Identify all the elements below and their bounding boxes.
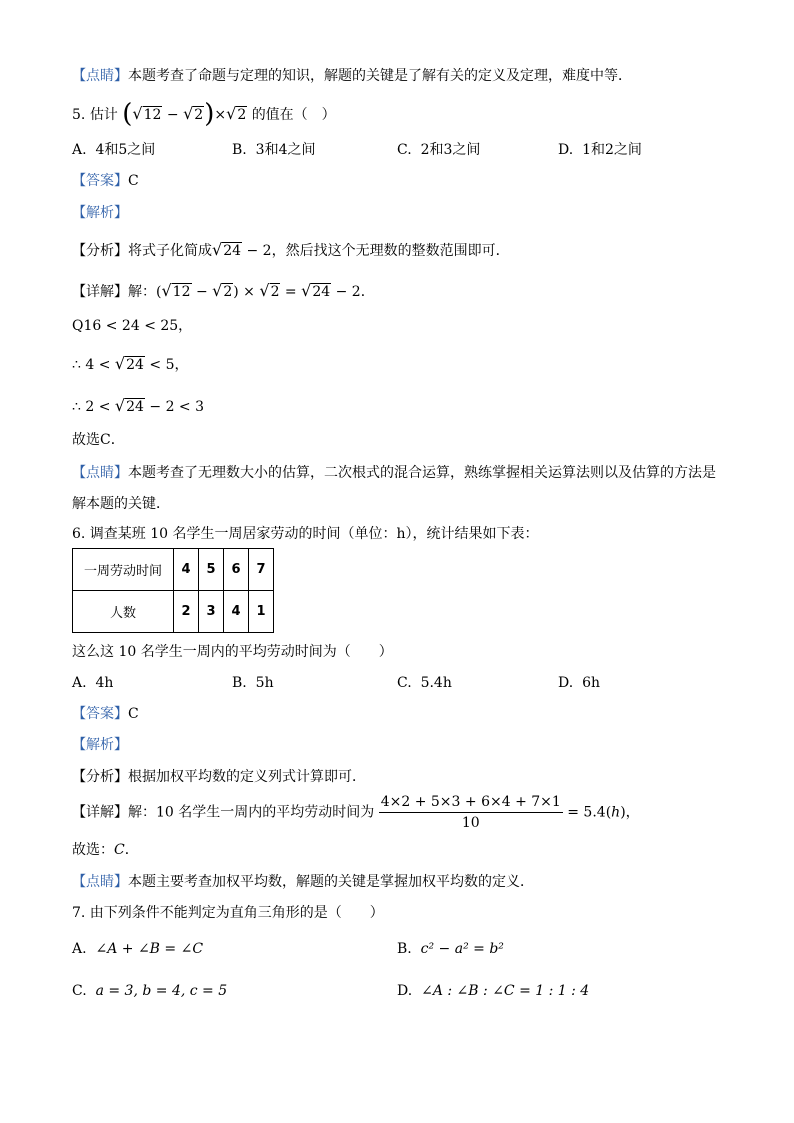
table-cell: 7	[249, 549, 274, 591]
stem-suffix: 的值在（ ）	[251, 107, 336, 123]
q6-conclusion: 故选：C．	[72, 842, 139, 858]
table-cell: 5	[199, 549, 224, 591]
table-cell: 6	[224, 549, 249, 591]
q6-answer: 【答案】C	[72, 706, 139, 722]
q5-step2: ∴ 4 < √24 < 5，	[72, 354, 189, 373]
q7-stem: 7. 由下列条件不能判定为直角三角形的是（ ）	[72, 905, 384, 921]
q5-option-d: D. 1和2之间	[558, 142, 642, 158]
q5-stem: 5. 估计 (√12 − √2)×√2 的值在（ ）	[72, 99, 336, 129]
q7-option-c: C. a = 3, b = 4, c = 5	[72, 983, 228, 999]
q6-dianjing: 【点睛】本题主要考查加权平均数，解题的关键是掌握加权平均数的定义．	[72, 874, 534, 890]
average-fraction: $\frac{4\times 2 + 5\times 3 + 6\times 4 + 7\times 1}{10}$	[380, 794, 561, 831]
q5-option-b: B. 3和4之间	[232, 142, 316, 158]
q7-option-d: D. ∠A : ∠B : ∠C = 1 : 1 : 4	[397, 983, 590, 999]
dianjing-tag: 【点睛】	[72, 68, 128, 84]
table-cell: 3	[199, 591, 224, 633]
stem-prefix: 估计	[89, 107, 118, 123]
q6-question: 这么这 10 名学生一周内的平均劳动时间为（ ）	[72, 644, 393, 660]
answer-tag: 【答案】	[72, 173, 128, 189]
q5-xiangjie: 【详解】解：(√12 − √2) × √2 = √24 − 2．	[72, 281, 375, 300]
q5-dianjing-2: 解本题的关键．	[72, 496, 170, 512]
q5-conclusion: 故选C．	[72, 432, 125, 448]
q4-dianjing	[72, 66, 632, 86]
right-paren: )	[204, 99, 215, 129]
q5-fenxi: 【分析】将式子化简成√24 − 2，然后找这个无理数的整数范围即可．	[72, 240, 510, 259]
question-number: 5.	[72, 107, 86, 123]
table-cell: 4	[224, 591, 249, 633]
answer-value: C	[128, 173, 139, 189]
table-cell: 4	[174, 549, 199, 591]
q6-option-b: B. 5h	[232, 675, 274, 691]
q6-fenxi: 【分析】根据加权平均数的定义列式计算即可．	[72, 769, 366, 785]
hours-table	[72, 548, 274, 633]
table-header: 一周劳动时间	[73, 549, 174, 591]
q6-stem: 6. 调查某班 10 名学生一周居家劳动的时间（单位：h），统计结果如下表：	[72, 526, 539, 542]
q5-step3: ∴ 2 < √24 − 2 < 3	[72, 396, 205, 415]
table-cell: 1	[249, 591, 274, 633]
q5-dianjing: 【点睛】本题考查了无理数大小的估算，二次根式的混合运算，熟练掌握相关运算法则以及估算的方法是	[72, 465, 716, 481]
q6-option-d: D. 6h	[558, 675, 601, 691]
q5-step1: Q16 < 24 < 25，	[72, 318, 193, 334]
left-paren: (	[122, 99, 133, 129]
q6-analysis: 【解析】	[72, 737, 128, 753]
radical-2b: 2	[237, 107, 247, 123]
q5-option-a: A. 4和5之间	[72, 142, 156, 158]
radical-12: 12	[143, 107, 162, 123]
dianjing-text: 本题考查了命题与定理的知识，解题的关键是了解有关的定义及定理，难度中等．	[128, 68, 632, 84]
table-header: 人数	[73, 591, 174, 633]
q5-answer	[72, 171, 139, 191]
radical-2: 2	[194, 107, 204, 123]
q6-option-c: C. 5.4h	[397, 675, 452, 691]
q5-option-c: C. 2和3之间	[397, 142, 481, 158]
q6-xiangjie: 【详解】解：10 名学生一周内的平均劳动时间为 $\frac{4\times 2 + 5\times 3 + 6\times 4 + 7\times 1}{10}$ = 5.4(h)，	[72, 794, 640, 831]
q7-option-b: B. c² − a² = b²	[397, 941, 504, 957]
q7-option-a: A. ∠A + ∠B = ∠C	[72, 941, 204, 957]
table-cell: 2	[174, 591, 199, 633]
q5-analysis: 【解析】	[72, 205, 128, 221]
q6-option-a: A. 4h	[72, 675, 114, 691]
